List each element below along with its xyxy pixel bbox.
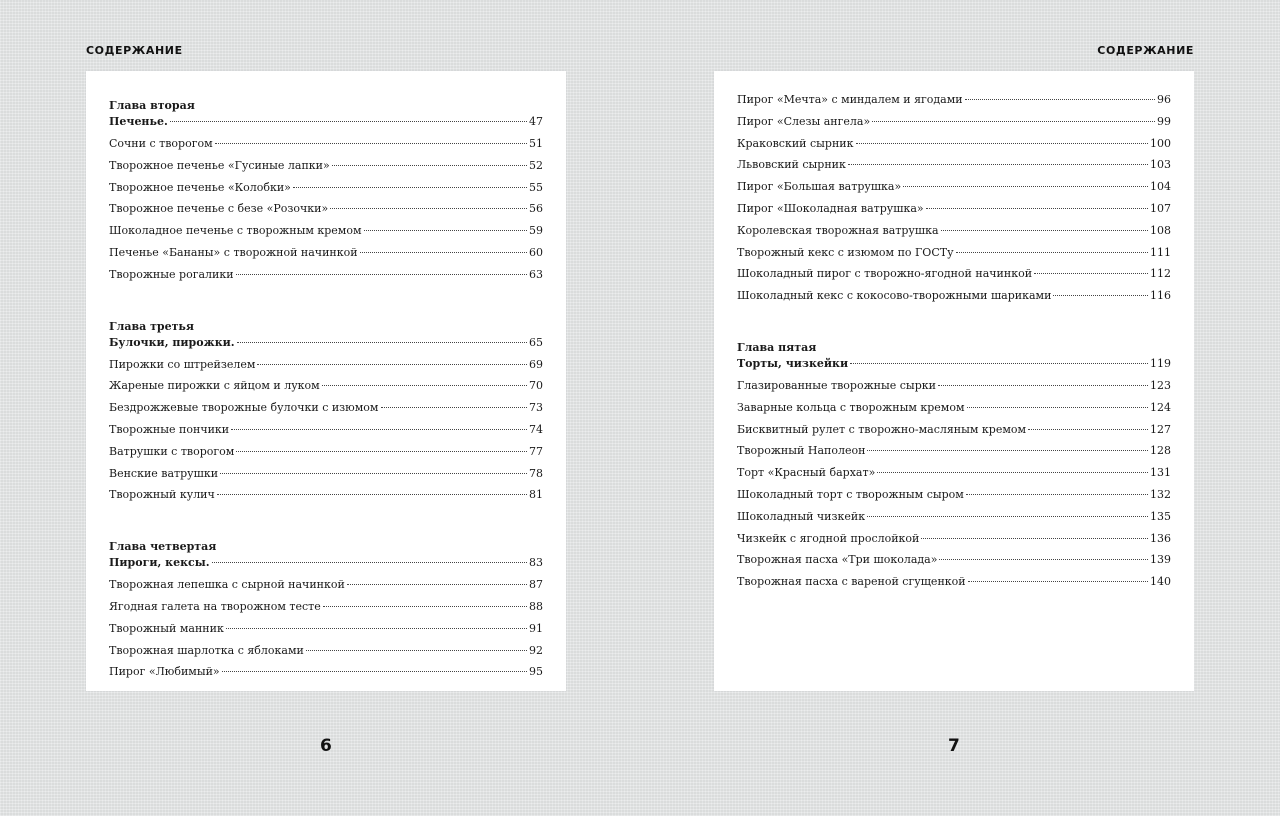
entry-title: Творожный кекс с изюмом по ГОСТу — [737, 245, 954, 259]
chapter-block — [109, 540, 543, 687]
chapter-title: Пироги, кексы. — [109, 556, 210, 570]
chapter-title: Торты, чизкейки — [737, 356, 849, 370]
dot-leader — [332, 165, 527, 166]
entry-page-number: 91 — [529, 621, 543, 635]
dot-leader — [381, 407, 528, 408]
entry-page-number: 55 — [529, 180, 543, 194]
toc-entry — [737, 180, 1171, 202]
entry-page-number: 52 — [529, 158, 543, 172]
entry-title: Пирог «Слезы ангела» — [737, 114, 871, 128]
dot-leader — [330, 208, 527, 209]
toc-entry — [109, 358, 543, 380]
chapter-title: Печенье. — [109, 115, 168, 128]
dot-leader — [212, 562, 527, 563]
entry-title: Пирог «Большая ватрушка» — [737, 180, 902, 194]
dot-leader — [848, 164, 1148, 165]
dot-leader — [966, 494, 1148, 495]
chapter-block — [109, 320, 543, 511]
dot-leader — [965, 99, 1155, 100]
dot-leader — [347, 584, 527, 585]
dot-leader — [231, 429, 527, 430]
chapter-label: Глава вторая — [109, 99, 195, 112]
entry-page-number: 116 — [1150, 289, 1171, 303]
chapter-title: Булочки, пирожки. — [109, 335, 235, 349]
toc-entry — [737, 137, 1171, 159]
toc-entry — [109, 622, 543, 644]
entry-title: Львовский сырник — [737, 158, 846, 172]
entry-title: Творожное печенье «Колобки» — [109, 180, 291, 194]
entry-title: Творожный манник — [109, 621, 224, 635]
entry-page-number: 131 — [1150, 466, 1171, 480]
toc-entry — [109, 467, 543, 489]
entry-page-number: 111 — [1150, 245, 1171, 259]
dot-leader — [1053, 295, 1148, 296]
entry-page-number: 73 — [529, 401, 543, 415]
dot-leader — [222, 671, 527, 672]
entry-page-number: 100 — [1150, 136, 1171, 150]
dot-leader — [306, 650, 527, 651]
entry-title: Творожные пончики — [109, 422, 230, 436]
toc-entry — [737, 444, 1171, 466]
dot-leader — [941, 230, 1148, 231]
toc-entry — [109, 224, 543, 246]
entry-title: Пирог «Шоколадная ватрушка» — [737, 201, 924, 215]
toc-entry — [737, 202, 1171, 224]
entry-title: Творожная пасха с вареной сгущенкой — [737, 575, 966, 589]
entry-title: Венские ватрушки — [109, 466, 219, 480]
dot-leader — [220, 473, 527, 474]
dot-leader — [215, 143, 527, 144]
dot-leader — [867, 516, 1148, 517]
entry-title: Пирог «Любимый» — [109, 665, 220, 679]
entry-title: Творожная лепешка с сырной начинкой — [109, 578, 345, 592]
toc-entry — [109, 600, 543, 622]
toc-entry — [737, 115, 1171, 137]
dot-leader — [856, 143, 1149, 144]
entry-page-number: 96 — [1157, 93, 1171, 106]
table-of-contents — [109, 99, 543, 717]
toc-sheet — [714, 71, 1194, 691]
entry-page-number: 70 — [529, 379, 543, 393]
dot-leader — [921, 538, 1148, 539]
entry-title: Пирожки со штрейзелем — [109, 357, 256, 371]
toc-entry — [737, 532, 1171, 554]
dot-leader — [236, 451, 527, 452]
entry-page-number: 119 — [1150, 356, 1171, 370]
dot-leader — [217, 494, 527, 495]
entry-title: Творожный Наполеон — [737, 444, 866, 458]
entry-page-number: 81 — [529, 488, 543, 502]
entry-title: Творожное печенье с безе «Розочки» — [109, 202, 329, 216]
toc-entry — [737, 158, 1171, 180]
entry-title: Печенье «Бананы» с творожной начинкой — [109, 245, 358, 259]
toc-entry — [109, 159, 543, 181]
entry-page-number: 99 — [1157, 114, 1171, 128]
chapter-title-row — [737, 357, 1171, 379]
entry-page-number: 74 — [529, 422, 543, 436]
toc-entry — [737, 289, 1171, 311]
entry-page-number: 140 — [1150, 575, 1171, 589]
running-head: СОДЕРЖАНИЕ — [1097, 44, 1194, 57]
toc-entry — [109, 137, 543, 159]
entry-title: Заварные кольца с творожным кремом — [737, 400, 965, 414]
entry-title: Королевская творожная ватрушка — [737, 223, 939, 237]
toc-entry — [737, 224, 1171, 246]
dot-leader — [938, 385, 1148, 386]
toc-entry — [737, 575, 1171, 597]
entry-page-number: 135 — [1150, 509, 1171, 523]
toc-entry — [737, 466, 1171, 488]
entry-title: Творожная шарлотка с яблоками — [109, 643, 304, 657]
dot-leader — [968, 581, 1148, 582]
table-of-contents — [737, 93, 1171, 627]
entry-page-number: 78 — [529, 466, 543, 480]
entry-page-number: 47 — [529, 115, 543, 128]
dot-leader — [967, 407, 1148, 408]
entry-page-number: 77 — [529, 444, 543, 458]
dot-leader — [1034, 273, 1148, 274]
entry-title: Жареные пирожки с яйцом и луком — [109, 379, 320, 393]
page-number: 7 — [948, 736, 960, 756]
entry-title: Бездрожжевые творожные булочки с изюмом — [109, 401, 379, 415]
chapter-block — [109, 99, 543, 290]
dot-leader — [877, 472, 1148, 473]
entry-title: Творожный кулич — [109, 488, 215, 502]
entry-page-number: 83 — [529, 556, 543, 570]
dot-leader — [322, 385, 527, 386]
entry-title: Бисквитный рулет с творожно-масляным кремом — [737, 422, 1027, 436]
dot-leader — [872, 121, 1155, 122]
dot-leader — [226, 628, 527, 629]
toc-entry — [109, 488, 543, 510]
entry-title: Творожное печенье «Гусиные лапки» — [109, 158, 330, 172]
dot-leader — [867, 450, 1148, 451]
page-number: 6 — [320, 736, 332, 756]
dot-leader — [939, 559, 1148, 560]
toc-entry — [737, 93, 1171, 115]
entry-title: Шоколадный кекс с кокосово-творожными шариками — [737, 289, 1052, 303]
right-page — [640, 0, 1280, 816]
dot-leader — [926, 208, 1148, 209]
entry-page-number: 87 — [529, 578, 543, 592]
chapter-label: Глава пятая — [737, 340, 817, 354]
entry-title: Творожная пасха «Три шоколада» — [737, 553, 938, 567]
toc-entry — [737, 267, 1171, 289]
toc-entry — [737, 510, 1171, 532]
toc-entry — [109, 578, 543, 600]
dot-leader — [903, 186, 1148, 187]
entry-page-number: 56 — [529, 202, 543, 216]
entry-page-number: 51 — [529, 137, 543, 150]
chapter-block — [737, 341, 1171, 597]
toc-entry — [109, 181, 543, 203]
entry-page-number: 127 — [1150, 422, 1171, 436]
toc-sheet — [86, 71, 566, 691]
entry-title: Шоколадный пирог с творожно-ягодной начинкой — [737, 267, 1033, 281]
entry-title: Пирог «Мечта» с миндалем и ягодами — [737, 93, 963, 106]
dot-leader — [956, 252, 1148, 253]
entry-title: Ягодная галета на творожном тесте — [109, 599, 321, 613]
entry-title: Творожные рогалики — [109, 267, 234, 281]
entry-page-number: 92 — [529, 643, 543, 657]
chapter-label: Глава четвертая — [109, 540, 217, 554]
entry-page-number: 95 — [529, 665, 543, 679]
entry-page-number: 123 — [1150, 378, 1171, 392]
entry-page-number: 60 — [529, 245, 543, 259]
entry-page-number: 112 — [1150, 267, 1171, 281]
entry-page-number: 128 — [1150, 444, 1171, 458]
chapter-label: Глава третья — [109, 319, 194, 333]
chapter-title-row — [109, 556, 543, 578]
dot-leader — [293, 187, 527, 188]
running-head: СОДЕРЖАНИЕ — [86, 44, 183, 57]
entry-title: Краковский сырник — [737, 136, 854, 150]
dot-leader — [323, 606, 527, 607]
entry-page-number: 108 — [1150, 223, 1171, 237]
toc-entry — [737, 246, 1171, 268]
dot-leader — [850, 363, 1148, 364]
toc-entry — [109, 644, 543, 666]
toc-entry — [109, 268, 543, 290]
dot-leader — [364, 230, 527, 231]
entry-page-number: 139 — [1150, 553, 1171, 567]
toc-entry — [737, 553, 1171, 575]
entry-title: Шоколадный торт с творожным сыром — [737, 487, 964, 501]
dot-leader — [1028, 429, 1148, 430]
toc-entry — [109, 665, 543, 687]
dot-leader — [236, 274, 527, 275]
toc-entry — [737, 401, 1171, 423]
toc-entry — [737, 379, 1171, 401]
entry-title: Шоколадный чизкейк — [737, 509, 866, 523]
entry-page-number: 107 — [1150, 201, 1171, 215]
toc-entry — [737, 488, 1171, 510]
entry-page-number: 136 — [1150, 531, 1171, 545]
entry-page-number: 104 — [1150, 180, 1171, 194]
entry-page-number: 59 — [529, 224, 543, 238]
entry-page-number: 88 — [529, 599, 543, 613]
entry-page-number: 63 — [529, 267, 543, 281]
toc-entry — [737, 423, 1171, 445]
entry-page-number: 69 — [529, 357, 543, 371]
toc-entry — [109, 423, 543, 445]
entry-title: Торт «Красный бархат» — [737, 466, 876, 480]
continued-entries — [737, 93, 1171, 311]
toc-entry — [109, 202, 543, 224]
entry-title: Сочни с творогом — [109, 137, 213, 150]
dot-leader — [257, 364, 527, 365]
toc-entry — [109, 401, 543, 423]
entry-page-number: 124 — [1150, 400, 1171, 414]
chapter-title-row — [109, 115, 543, 137]
entry-title: Ватрушки с творогом — [109, 444, 235, 458]
entry-page-number: 132 — [1150, 487, 1171, 501]
dot-leader — [170, 121, 527, 122]
toc-entry — [109, 246, 543, 268]
entry-page-number: 65 — [529, 335, 543, 349]
dot-leader — [237, 342, 527, 343]
entry-title: Чизкейк с ягодной прослойкой — [737, 531, 920, 545]
chapter-title-row — [109, 336, 543, 358]
entry-title: Шоколадное печенье с творожным кремом — [109, 224, 362, 238]
entry-title: Глазированные творожные сырки — [737, 378, 936, 392]
dot-leader — [360, 252, 527, 253]
toc-entry — [109, 379, 543, 401]
toc-entry — [109, 445, 543, 467]
entry-page-number: 103 — [1150, 158, 1171, 172]
